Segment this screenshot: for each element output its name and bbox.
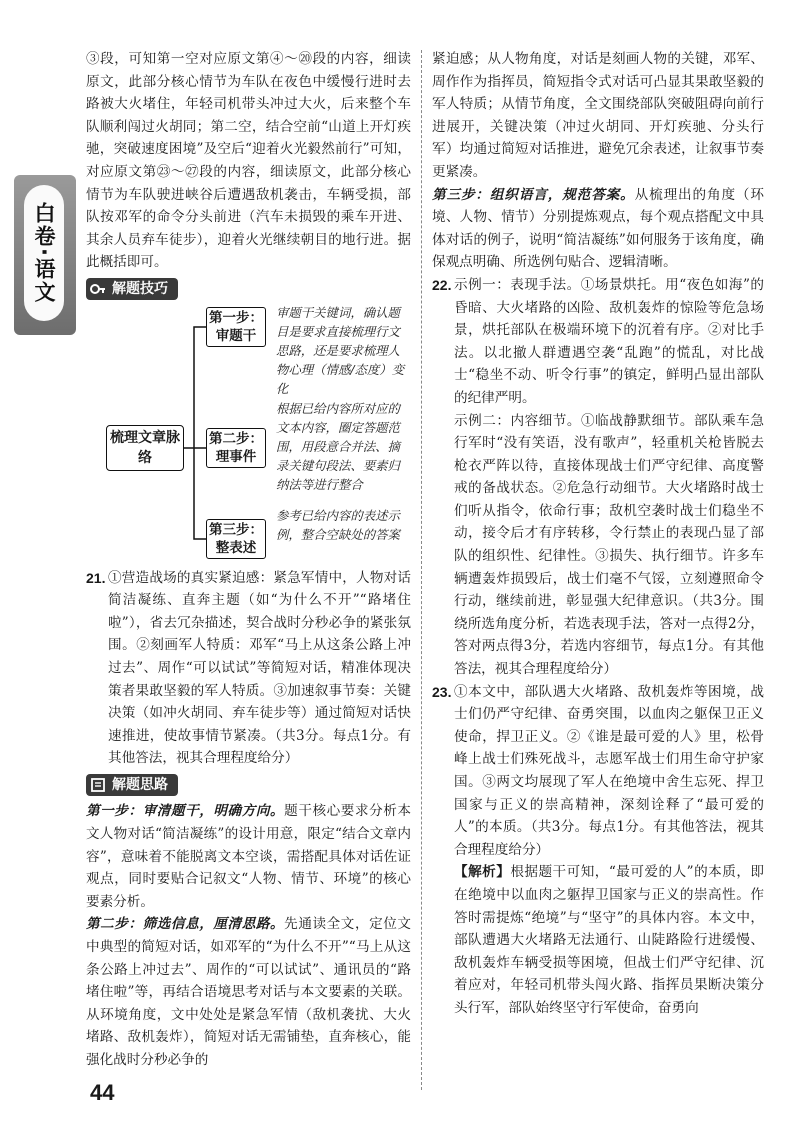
thinking-step-2-label: 第二步：筛选信息，厘清思路。 [86,916,285,933]
analysis-text: 根据题干可知，“最可爱的人”的本质，即在绝境中以血肉之躯捍卫国家与正义的崇高性。作答时需提炼“绝境”与“坚守”的具体内容。本文中，部队遭遇大火堵路无法通行、山陡路险行进缓慢、敌机轰炸车辆受损等困境，但战士们严守纪律、沉着应对，年轻司机带头闯火路、指挥员果断决策分头行军，部队始终坚守行军使命，奋勇向 [454,864,764,1016]
thinking-step-3 [432,184,764,274]
answer-continuation: ③段，可知第一空对应原文第④～⑳段的内容，细读原文，此部分核心情节为车队在夜色中缓慢行进时去路被大火堵住，年轻司机带头冲过大火，后来整个车队顺利闯过火胡同；第二空，结合空前“山道上开灯疾驰，突破速度困境”及空后“迎着火光毅然前行”可知，对应原文第㉓～㉗段的内容，细读原文，此部分核心情节为车队驶进峡谷后遭遇敌机袭击，车辆受损，部队按邓军的命令分头前进（汽车未损毁的乘车开进、其余人员弃车徒步），迎着火光继续朝目的地行进。据此概括即可。 [86,51,411,271]
tips-badge [86,278,178,300]
page-number: 44 [90,1080,115,1105]
question-21-answer [86,567,411,770]
question-23-answer [432,681,764,1020]
column-divider [421,50,422,1090]
question-22-example-1: 示例一：表现手法。①场景烘托。用“夜色如海”的昏暗、大火堵路的凶险、敌机轰炸的惊险等危急场景，烘托部队在极端环境下的沉着有序。②对比手法。以北撤人群遭遇空袭“乱跑”的慌乱，对比战士“稳坐不动、听令行事”的镇定，鲜明凸显出部队的纪律严明。 [454,276,764,406]
mindmap-root: 梳理文章脉络 [106,425,184,471]
question-23-text: ①本文中，部队遇大火堵路、敌机轰炸等困境，战士们仍严守纪律、奋勇突围，以血肉之躯保卫正义使命，捍卫正义。②《谁是最可爱的人》里，松骨峰上战士们殊死战斗，志愿军战士们用生命守护家国。③两文均展现了军人在绝境中舍生忘死、捍卫国家与正义的崇高精神，深刻诠释了“最可爱的人”的本质。（共3分。每点1分。有其他答法，视其合理程度给分） [454,683,764,858]
thinking-step-3-text: 从梳理出的角度（环境、人物、情节）分别提炼观点，每个观点搭配文中具体对话的例子，说明“简洁凝练”如何服务于该角度，确保观点明确、所选例句贴合、逻辑清晰。 [432,186,765,271]
mindmap-step-3: 第三步：整表述 [206,519,266,559]
side-tab-label-box [24,185,64,321]
tips-badge-label: 解题技巧 [112,280,168,297]
mindmap-step-3-desc: 参考已给内容的表述示例，整合空缺处的答案 [276,507,400,542]
side-tab-label: 白卷·语文 [32,202,56,304]
question-21-number: 21. [86,569,106,586]
question-23-number: 23. [432,683,452,700]
question-22-example-2: 示例二：内容细节。①临战静默细节。部队乘车急行军时“没有笑语，没有歌声”，轻重机关枪皆脱去枪衣严阵以待，直接体现战士们严守纪律、高度警戒的备战状态。②危急行动细节。大火堵路时战士们听从指令，依命行事；敌机空袭时战士们稳坐不动，接令后才有序转移，令行禁止的表现凸显了部队的组织性、纪律性。③损失、执行细节。许多车辆遭轰炸损毁后，战士们毫不气馁，立刻遵照命令行动，继续前进，彰显强大纪律意识。（共3分。围绕所选角度分析，若选表现手法，答对一点得2分，答对两点得3分，若选内容细节，每点1分。有其他答法，视其合理程度给分） [454,412,764,678]
thinking-step-2 [86,913,411,1071]
thinking-badge [86,774,178,796]
mindmap-step-1-desc: 审题干关键词，确认题目是要求直接梳理行文思路，还是要求梳理人物心理（情感/态度）变化 [276,304,405,396]
thinking-step-1 [86,800,411,913]
thinking-step-2-text: 先通读全文，定位文中典型的简短对话，如邓军的“为什么不开”“马上从这条公路上冲过去”、周作的“可以试试”、通讯员的“路堵住啦”等，再结合语境思考对话与本文要素的关联。从环境角度，文中处处是紧急军情（敌机袭扰、大火堵路、敌机轰炸），简短对话无需铺垫，直奔核心，能强化战时分秒必争的 [86,916,412,1068]
thinking-badge-label: 解题思路 [112,776,168,793]
left-column [86,48,411,1072]
key-icon [90,281,106,297]
right-column [432,48,764,1020]
thinking-step-3-label: 第三步：组织语言，规范答案。 [432,186,635,203]
mindmap-step-2: 第二步：理事件 [206,428,266,468]
thinking-step-1-text: 题干核心要求分析本文人物对话“简洁凝练”的设计用意，限定“结合文章内容”，意味着不能脱离文本空谈，需搭配具体对话佐证观点，同时要贴合记叙文“人物、情节、环境”的核心要素分析。 [86,803,412,910]
method-mindmap [86,304,411,565]
thinking-step-2-continuation: 紧迫感；从人物角度，对话是刻画人物的关键，邓军、周作作为指挥员，简短指令式对话可凸显其果敢坚毅的军人特质；从情节角度，全文围绕部队突破阻碍向前行进展开，关键决策（冲过火胡同、开灯疾驰、分头行军）均通过简短对话推进，避免冗余表述，让叙事节奏更紧凑。 [432,51,764,180]
thinking-step-1-label: 第一步：审清题干，明确方向。 [86,803,285,820]
question-21-text: ①营造战场的真实紧迫感：紧急军情中，人物对话简洁凝练、直奔主题（如“为什么不开”“路堵住啦”），省去冗杂描述，契合战时分秒必争的紧张氛围。②刻画军人特质：邓军“马上从这条公路上冲过去”、周作“可以试试”等简短对话，精准体现决策者果敢坚毅的军人特质。③加速叙事节奏：关键决策（如冲火胡同、弃车徒步等）通过简短对话快速推进，使故事情节紧凑。（共3分。每点1分。有其他答法，视其合理程度给分） [108,569,411,767]
question-23-analysis [454,861,764,1019]
question-22-number: 22. [432,276,452,293]
mindmap-step-2-desc: 根据已给内容所对应的文本内容，圈定答题范围，用段意合并法、摘录关键句段法、要素归纳法等进行整合 [276,400,400,492]
analysis-tag: 【解析】 [454,864,511,881]
mindmap-step-1: 第一步：审题干 [206,307,266,347]
question-22-answer [432,274,764,681]
notepad-icon [90,777,106,793]
subject-side-tab [14,175,76,335]
